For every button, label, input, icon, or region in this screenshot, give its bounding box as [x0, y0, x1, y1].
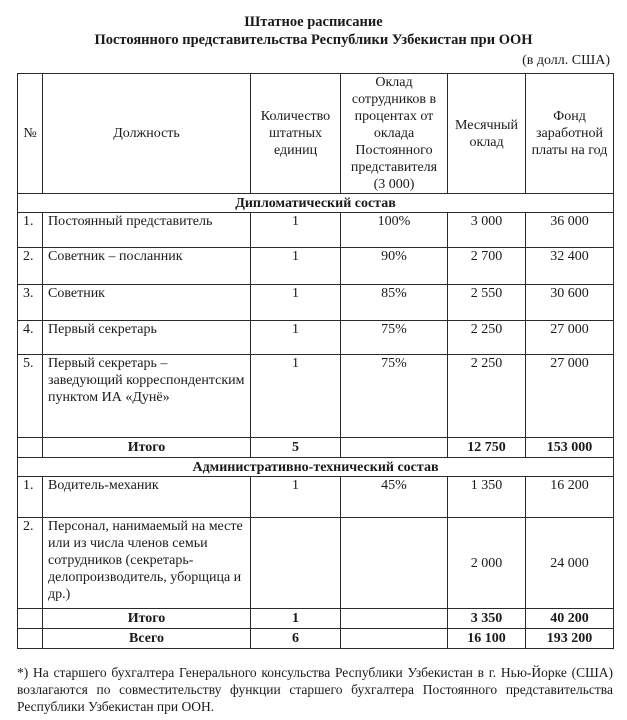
section-header-diplomatic	[18, 194, 614, 213]
currency-note: (в долл. США)	[522, 53, 610, 68]
subtotal-annual: 40 200	[526, 609, 614, 629]
row-quantity: 1	[251, 355, 341, 438]
row-num: 4.	[18, 321, 43, 355]
row-monthly: 1 350	[448, 477, 526, 518]
row-percent: 85%	[341, 285, 448, 321]
row-quantity: 1	[251, 285, 341, 321]
row-num	[18, 629, 43, 649]
row-annual: 24 000	[526, 518, 614, 609]
row-annual: 27 000	[526, 321, 614, 355]
row-num	[18, 438, 43, 458]
section-header-administrative	[18, 458, 614, 477]
row-quantity: 1	[251, 321, 341, 355]
row-num: 3.	[18, 285, 43, 321]
row-percent: 45%	[341, 477, 448, 518]
row-quantity: 1	[251, 248, 341, 285]
table-row	[18, 321, 614, 355]
table-row	[18, 248, 614, 285]
subtotal-row-diplomatic	[18, 438, 614, 458]
grand-total-label: Всего	[43, 629, 251, 649]
row-position: Первый секретарь	[43, 321, 251, 355]
header-position: Должность	[43, 74, 251, 194]
row-percent: 100%	[341, 213, 448, 248]
subtotal-percent	[341, 609, 448, 629]
row-position: Водитель-механик	[43, 477, 251, 518]
row-num: 1.	[18, 477, 43, 518]
section-title: Дипломатический состав	[18, 194, 614, 213]
subtotal-annual: 153 000	[526, 438, 614, 458]
row-quantity: 1	[251, 213, 341, 248]
row-num: 2.	[18, 248, 43, 285]
staffing-table	[17, 73, 614, 649]
table-row	[18, 285, 614, 321]
row-quantity	[251, 518, 341, 609]
grand-total-monthly: 16 100	[448, 629, 526, 649]
footnote: *) На старшего бухгалтера Генерального консульства Республики Узбекистан в г. Нью-Йорке (США) возлагаются по совместительству функции старшего бухгалтера Постоянного представительства Республики Узбекистан при ООН.	[17, 665, 613, 714]
table-row	[18, 518, 614, 609]
section-title: Административно-технический состав	[18, 458, 614, 477]
subtotal-percent	[341, 438, 448, 458]
header-row	[18, 74, 614, 194]
header-num: №	[18, 74, 43, 194]
row-annual: 16 200	[526, 477, 614, 518]
row-num: 2.	[18, 518, 43, 609]
table-row	[18, 355, 614, 438]
subtotal-label: Итого	[43, 609, 251, 629]
header-quantity: Количество штатных единиц	[251, 74, 341, 194]
subtotal-quantity: 5	[251, 438, 341, 458]
header-monthly: Месячный оклад	[448, 74, 526, 194]
row-num: 1.	[18, 213, 43, 248]
grand-total-quantity: 6	[251, 629, 341, 649]
row-quantity: 1	[251, 477, 341, 518]
row-position: Персонал, нанимаемый на месте или из числа членов семьи сотрудников (секретарь-делопроизводитель, уборщица и др.)	[43, 518, 251, 609]
row-annual: 30 600	[526, 285, 614, 321]
row-monthly: 2 000	[448, 518, 526, 609]
row-percent: 90%	[341, 248, 448, 285]
row-monthly: 2 250	[448, 355, 526, 438]
grand-total-percent	[341, 629, 448, 649]
row-monthly: 2 550	[448, 285, 526, 321]
row-percent: 75%	[341, 355, 448, 438]
row-position: Советник	[43, 285, 251, 321]
table-row	[18, 213, 614, 248]
row-monthly: 2 250	[448, 321, 526, 355]
subtotal-monthly: 12 750	[448, 438, 526, 458]
subtotal-row-administrative	[18, 609, 614, 629]
header-percent: Оклад сотрудников в процентах от оклада Постоянного представителя (3 000)	[341, 74, 448, 194]
row-position: Советник – посланник	[43, 248, 251, 285]
subtotal-quantity: 1	[251, 609, 341, 629]
subtotal-label: Итого	[43, 438, 251, 458]
document-subtitle: Постоянного представительства Республики Узбекистан при ООН	[94, 32, 533, 48]
grand-total-annual: 193 200	[526, 629, 614, 649]
row-position: Первый секретарь – заведующий корреспондентским пунктом ИА «Дунё»	[43, 355, 251, 438]
row-percent	[341, 518, 448, 609]
header-annual: Фонд заработной платы на год	[526, 74, 614, 194]
table-row	[18, 477, 614, 518]
row-num: 5.	[18, 355, 43, 438]
row-num	[18, 609, 43, 629]
grand-total-row	[18, 629, 614, 649]
row-position: Постоянный представитель	[43, 213, 251, 248]
row-annual: 27 000	[526, 355, 614, 438]
row-annual: 32 400	[526, 248, 614, 285]
subtotal-monthly: 3 350	[448, 609, 526, 629]
row-percent: 75%	[341, 321, 448, 355]
row-monthly: 3 000	[448, 213, 526, 248]
row-annual: 36 000	[526, 213, 614, 248]
row-monthly: 2 700	[448, 248, 526, 285]
document-title: Штатное расписание	[244, 14, 383, 30]
